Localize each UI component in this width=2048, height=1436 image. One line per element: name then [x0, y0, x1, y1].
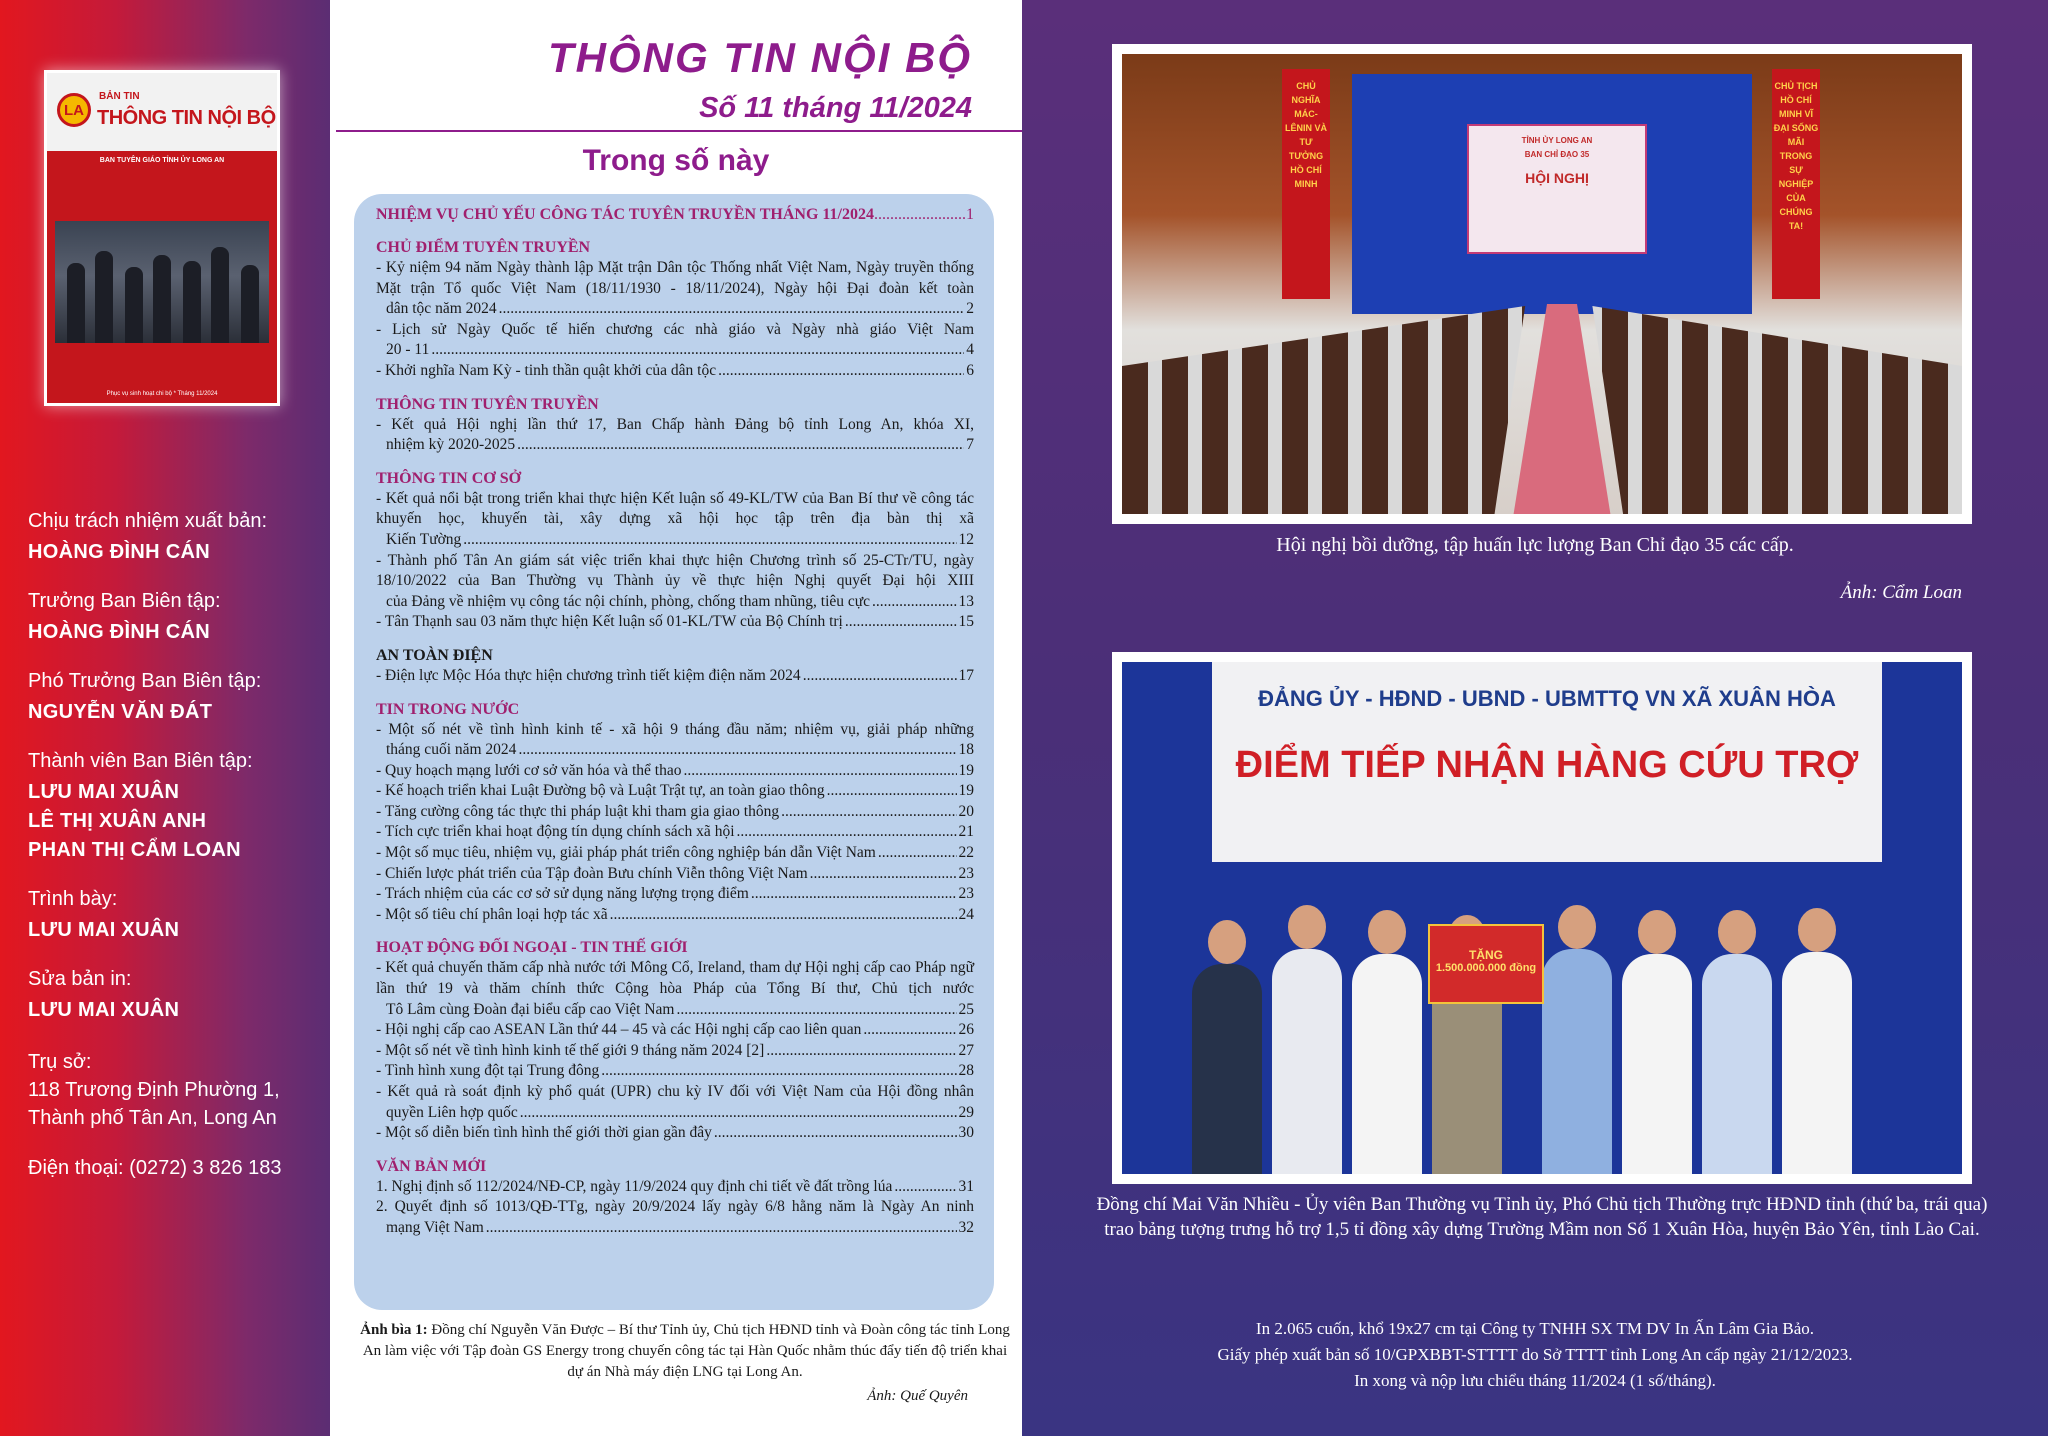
toc-page-number: 6 [966, 361, 974, 379]
staff-label: Phó Trưởng Ban Biên tập: [28, 670, 262, 692]
toc-entry[interactable] [376, 802, 974, 823]
editorial-staff [28, 510, 328, 1182]
toc-entry-text: - Một số nét về tình hình kinh tế - xã hội 9 tháng đầu năm; nhiệm vụ, giải pháp những [376, 720, 974, 738]
staff-group [28, 750, 328, 862]
toc-entry[interactable] [376, 666, 974, 687]
toc-entry-text: quyền Liên hợp quốc [386, 1103, 518, 1121]
toc-entry-text: - Kết quả nổi bật trong triển khai thực hiện Kết luận số 49-KL/TW của Ban Bí thư về công tác khuyến học, khuyến tài, xây dựng xã hội học tập trên địa bàn thị xã [376, 489, 974, 528]
toc-entry-text: 2. Quyết định số 1013/QĐ-TTg, ngày 20/9/2024 lấy ngày 6/8 hằng năm là Ngày An ninh [376, 1198, 974, 1216]
toc-entry[interactable] [376, 905, 974, 926]
slogan-banner-right: CHỦ TỊCH HỒ CHÍ MINH VĨ ĐẠI SỐNG MÃI TRONG SỰ NGHIỆP CỦA CHÚNG TA! [1772, 69, 1820, 299]
toc-page-number: 2 [966, 300, 974, 318]
address-line-2: Thành phố Tân An, Long An [28, 1107, 277, 1129]
toc-entry-text: - Kết quả chuyến thăm cấp nhà nước tới Mông Cổ, Ireland, tham dự Hội nghị cấp cao Pháp ngữ lần thứ 19 và thăm chính thức Cộng hòa Pháp của Tổng Bí thư, Chủ tịch nước [376, 959, 974, 998]
toc-entry-text: tháng cuối năm 2024 [386, 741, 517, 759]
toc-page-number: 13 [958, 592, 974, 610]
staff-name: LƯU MAI XUÂN [28, 919, 180, 941]
toc-entry[interactable] [376, 258, 974, 320]
toc-section [376, 204, 974, 225]
toc-entry[interactable] [376, 415, 974, 456]
staff-label: Chịu trách nhiệm xuất bản: [28, 510, 268, 532]
toc-leader-dots [486, 1218, 957, 1239]
toc-entry[interactable] [376, 1020, 974, 1041]
toc-page-number: 24 [958, 905, 974, 923]
print-line-3: In xong và nộp lưu chiểu tháng 11/2024 (1 số/tháng). [1354, 1371, 1716, 1390]
toc-page-number: 26 [958, 1021, 974, 1039]
person-figure [1192, 964, 1262, 1174]
cover-photo-caption [360, 1320, 1010, 1383]
toc-entry[interactable] [376, 1082, 974, 1123]
toc-entry[interactable] [376, 720, 974, 761]
toc-page-number: 19 [958, 761, 974, 779]
toc-entry[interactable] [376, 320, 974, 361]
staff-group [28, 968, 328, 1022]
person-figure [1622, 954, 1692, 1174]
staff-group [28, 590, 328, 644]
toc-section-title: AN TOÀN ĐIỆN [376, 646, 493, 664]
cover-caption-text: Đồng chí Nguyễn Văn Được – Bí thư Tỉnh ủy, Chủ tịch HĐND tỉnh và Đoàn công tác tỉnh Long An làm việc với Tập đoàn GS Energy trong chuyến công tác tại Hàn Quốc nhằm thúc đẩy tiến độ triển khai dự án Nhà máy điện LNG tại Long An. [362, 1322, 1010, 1380]
staff-label: Trình bày: [28, 888, 118, 910]
toc-entry-text: - Một số tiêu chí phân loại hợp tác xã [376, 905, 608, 923]
toc-entry-text: - Hội nghị cấp cao ASEAN Lần thứ 44 – 45 và các Hội nghị cấp cao liên quan [376, 1021, 862, 1039]
toc-entry-text: 20 - 11 [386, 341, 430, 359]
toc-leader-dots [610, 905, 957, 926]
toc-entry-text: dân tộc năm 2024 [386, 300, 497, 318]
toc-leader-dots [676, 1000, 956, 1021]
conference-screen [1467, 124, 1647, 254]
toc-entry-text: - Kế hoạch triển khai Luật Đường bộ và Luật Trật tự, an toàn giao thông [376, 782, 825, 800]
toc-leader-dots [781, 802, 956, 823]
cover-photo [55, 221, 269, 343]
staff-name: LƯU MAI XUÂN [28, 781, 180, 803]
publication-title: THÔNG TIN NỘI BỘ [548, 34, 972, 81]
toc-entry[interactable] [376, 761, 974, 782]
board-title: TẶNG [1469, 948, 1503, 962]
staff-label: Thành viên Ban Biên tập: [28, 750, 253, 772]
contents-column [330, 0, 1022, 1436]
staff-group [28, 510, 328, 564]
toc-leader-dots [520, 1103, 957, 1124]
toc-entry[interactable] [376, 884, 974, 905]
toc-page-number: 17 [958, 666, 974, 684]
toc-entry-text: - Tình hình xung đột tại Trung đông [376, 1062, 600, 1080]
toc-leader-dots [827, 781, 957, 802]
staff-group [28, 888, 328, 942]
toc-leader-dots [601, 1061, 956, 1082]
toc-section-title: CHỦ ĐIỂM TUYÊN TRUYỀN [376, 239, 591, 256]
toc-entry[interactable] [376, 958, 974, 1020]
staff-label: Sửa bản in: [28, 968, 132, 990]
toc-page-number: 1 [966, 206, 974, 223]
staff-name: HOÀNG ĐÌNH CÁN [28, 621, 210, 643]
cover-photo-credit: Ảnh: Quế Quyên [867, 1388, 968, 1404]
toc-page-number: 31 [958, 1177, 974, 1195]
left-column [0, 0, 330, 1436]
staff-name: NGUYỄN VĂN ĐÁT [28, 701, 213, 723]
toc-page-number: 25 [958, 1000, 974, 1018]
toc-section-title: NHIỆM VỤ CHỦ YẾU CÔNG TÁC TUYÊN TRUYỀN THÁNG 11/2024 ..... 1 [376, 204, 974, 225]
screen-line-2: BAN CHỈ ĐẠO 35 [1524, 150, 1590, 159]
toc-leader-dots [803, 666, 957, 687]
toc-page-number: 27 [958, 1041, 974, 1059]
toc-page-number: 23 [958, 885, 974, 903]
toc-entry-text: Kiến Tường [386, 530, 462, 548]
toc-leader-dots [810, 864, 957, 885]
conference-photo [1112, 44, 1972, 524]
toc-page-number: 12 [958, 530, 974, 548]
toc-page-number: 23 [958, 864, 974, 882]
toc-leader-dots [845, 612, 957, 633]
toc-page-number: 18 [958, 741, 974, 759]
person-figure [1702, 954, 1772, 1174]
toc-section [376, 699, 974, 926]
board-amount: 1.500.000.000 đồng [1435, 962, 1537, 974]
toc-leader-dots [499, 299, 965, 320]
toc-page-number: 15 [958, 613, 974, 631]
toc-entry-text: - Quy hoạch mạng lưới cơ sở văn hóa và thể thao [376, 761, 682, 779]
toc-leader-dots [714, 1123, 957, 1144]
staff-name: LƯU MAI XUÂN [28, 999, 180, 1021]
photo1-credit: Ảnh: Cẩm Loan [1840, 582, 1962, 603]
cover-title: THÔNG TIN NỘI BỘ [97, 107, 276, 129]
screen-line-3: HỘI NGHỊ [1525, 170, 1589, 186]
toc-section-title: THÔNG TIN TUYÊN TRUYỀN [376, 395, 599, 413]
toc-page-number: 30 [958, 1124, 974, 1142]
toc-entry[interactable] [376, 361, 974, 382]
toc-page-number: 22 [958, 844, 974, 862]
staff-label: Trưởng Ban Biên tập: [28, 590, 221, 612]
toc-entry[interactable] [376, 781, 974, 802]
toc-entry-text: - Kết quả Hội nghị lần thứ 17, Ban Chấp hành Đảng bộ tỉnh Long An, khóa XI, [376, 415, 974, 433]
toc-entry[interactable] [376, 843, 974, 864]
phone-number: Điện thoại: (0272) 3 826 183 [28, 1157, 282, 1179]
toc-leader-dots [517, 435, 964, 456]
toc-leader-dots [518, 740, 956, 761]
toc-page-number: 7 [966, 436, 974, 454]
toc-entry-text: mạng Việt Nam [386, 1218, 484, 1236]
slogan-banner-left: CHỦ NGHĨA MÁC-LÊNIN VÀ TƯ TƯỞNG HỒ CHÍ MINH [1282, 69, 1330, 299]
toc-entry-text: - Một số mục tiêu, nhiệm vụ, giải pháp phát triển công nghiệp bán dẫn Việt Nam [376, 844, 876, 862]
toc-section [376, 1156, 974, 1239]
toc-entry-text: - Trách nhiệm của các cơ sở sử dụng năng lượng trọng điểm [376, 885, 749, 903]
toc-leader-dots [894, 1177, 956, 1198]
toc-section-title: VĂN BẢN MỚI [376, 1157, 487, 1175]
address-label: Trụ sở: [28, 1051, 92, 1073]
toc-page-number: 21 [958, 823, 974, 841]
toc-leader-dots [463, 530, 956, 551]
person-figure [1272, 949, 1342, 1174]
toc-entry[interactable] [376, 612, 974, 633]
toc-section [376, 394, 974, 456]
toc-leader-dots [683, 761, 956, 782]
toc-entry-text: Tô Lâm cùng Đoàn đại biểu cấp cao Việt Nam [386, 1000, 675, 1018]
toc-leader-dots [737, 822, 957, 843]
sign-line-2: ĐIỂM TIẾP NHẬN HÀNG CỨU TRỢ [1235, 744, 1859, 786]
toc-entry-text: - Điện lực Mộc Hóa thực hiện chương trình tiết kiệm điện năm 2024 [376, 666, 801, 684]
staff-name: LÊ THỊ XUÂN ANH [28, 810, 207, 832]
cover-header [47, 73, 277, 151]
toc-entry-text: - Tân Thạnh sau 03 năm thực hiện Kết luận số 01-KL/TW của Bộ Chính trị [376, 613, 843, 631]
toc-leader-dots [431, 340, 964, 361]
cover-footer: Phục vụ sinh hoạt chi bộ * Tháng 11/2024 [106, 391, 218, 397]
issue-number: Số 11 tháng 11/2024 [699, 92, 972, 124]
relief-handover-photo [1112, 652, 1972, 1184]
photos-column [1022, 0, 2048, 1436]
staff-group [28, 670, 328, 724]
person-figure [1542, 949, 1612, 1174]
person-figure [1782, 952, 1852, 1174]
toc-leader-dots [872, 592, 956, 613]
relief-sign [1212, 662, 1882, 862]
cover-subtitle: BAN TUYÊN GIÁO TỈNH ỦY LONG AN [99, 157, 225, 164]
toc-entry[interactable] [376, 1197, 974, 1238]
toc-leader-dots [766, 1041, 956, 1062]
toc-section [376, 237, 974, 382]
toc-leader-dots [718, 361, 964, 382]
toc-section [376, 468, 974, 633]
person-figure [1352, 954, 1422, 1174]
toc-entry-text: - Tích cực triển khai hoạt động tín dụng chính sách xã hội [376, 823, 735, 841]
toc-page-number: 29 [958, 1103, 974, 1121]
toc-entry-text: - Thành phố Tân An giám sát việc triển khai thực hiện Chương trình số 25-CTr/TU, ngày 18/10/2022 của Ban Thường vụ Thành ủy về thực hiện Nghị quyết Đại hội XIII [376, 551, 974, 590]
toc-page-number: 20 [958, 802, 974, 820]
toc-entry-text: - Kỷ niệm 94 năm Ngày thành lập Mặt trận Dân tộc Thống nhất Việt Nam, Ngày truyền thống Mặt trận Tổ quốc Việt Nam (18/11/1930 - 18/11/2024), Ngày hội Đại đoàn kết toàn [376, 259, 974, 297]
toc-page-number: 19 [958, 782, 974, 800]
toc-entry[interactable] [376, 1177, 974, 1198]
title-divider [336, 130, 1024, 132]
toc-entry-text: - Lịch sử Ngày Quốc tế hiến chương các nhà giáo và Ngày nhà giáo Việt Nam [376, 320, 974, 338]
toc-entry-text: của Đảng về nhiệm vụ công tác nội chính, phòng, chống tham nhũng, tiêu cực [386, 592, 871, 610]
toc-entry[interactable] [376, 551, 974, 613]
toc-entry-text: - Khởi nghĩa Nam Kỳ - tinh thần quật khởi của dân tộc [376, 361, 717, 379]
toc-entry-text: - Một số diễn biến tình hình thế giới thời gian gần đây [376, 1124, 712, 1142]
toc-section [376, 645, 974, 687]
toc-entry[interactable] [376, 864, 974, 885]
toc-page-number: 4 [966, 341, 974, 359]
toc-entry[interactable] [376, 1123, 974, 1144]
address-line-1: 118 Trương Định Phường 1, [28, 1079, 280, 1101]
toc-section-title: THÔNG TIN CƠ SỞ [376, 469, 522, 487]
toc-entry-text: - Một số nét về tình hình kinh tế thế giới 9 tháng năm 2024 [2] [376, 1041, 765, 1059]
staff-name: HOÀNG ĐÌNH CÁN [28, 541, 210, 563]
address-block [28, 1048, 328, 1182]
cover-thumbnail [44, 70, 280, 406]
toc-section [376, 937, 974, 1143]
toc-entry[interactable] [376, 1041, 974, 1062]
toc-page-number: 28 [958, 1062, 974, 1080]
toc-entry-text: - Kết quả rà soát định kỳ phổ quát (UPR) chu kỳ IV đối với Việt Nam của Hội đồng nhân [376, 1083, 974, 1100]
donation-board [1428, 924, 1544, 1004]
toc-section-title: TIN TRONG NƯỚC [376, 700, 520, 718]
toc-leader-dots [863, 1020, 956, 1041]
toc-entry[interactable] [376, 1061, 974, 1082]
toc-leader-dots [878, 843, 957, 864]
toc-entry[interactable] [376, 489, 974, 551]
toc-heading: Trong số này [582, 144, 770, 177]
table-of-contents [354, 194, 994, 1310]
toc-entry[interactable] [376, 822, 974, 843]
toc-entry-text: - Chiến lược phát triển của Tập đoàn Bưu chính Viễn thông Việt Nam [376, 864, 808, 882]
staff-name: PHAN THỊ CẨM LOAN [28, 839, 241, 861]
toc-section-title: HOẠT ĐỘNG ĐỐI NGOẠI - TIN THẾ GIỚI [376, 939, 688, 957]
cover-small-label: BẢN TIN [99, 91, 140, 102]
toc-entry-text: - Tăng cường công tác thực thi pháp luật khi tham gia giao thông [376, 802, 780, 820]
sign-line-1: ĐẢNG ỦY - HĐND - UBND - UBMTTQ VN XÃ XUÂN HÒA [1258, 686, 1836, 711]
toc-leader-dots [751, 884, 957, 905]
cover-caption-label: Ảnh bìa 1: [360, 1322, 428, 1338]
toc-entry-text: nhiệm kỳ 2020-2025 [386, 436, 516, 454]
print-line-2: Giấy phép xuất bản số 10/GPXBBT-STTTT do Sở TTTT tỉnh Long An cấp ngày 21/12/2023. [1217, 1345, 1853, 1364]
print-line-1: In 2.065 cuốn, khổ 19x27 cm tại Công ty TNHH SX TM DV In Ấn Lâm Gia Bảo. [1255, 1319, 1815, 1338]
toc-page-number: 32 [958, 1218, 974, 1236]
print-info [1022, 1316, 2048, 1394]
photo2-caption: Đồng chí Mai Văn Nhiều - Ủy viên Ban Thường vụ Tỉnh ủy, Phó Chủ tịch Thường trực HĐND tỉnh (thứ ba, trái qua) trao bảng tượng trưng hỗ trợ 1,5 tỉ đồng xây dựng Trường Mầm non Số 1 Xuân Hòa, huyện Bảo Yên, tỉnh Lào Cai. [1096, 1194, 1988, 1240]
toc-entry-text: 1. Nghị định số 112/2024/NĐ-CP, ngày 11/9/2024 quy định chi tiết về đất trồng lúa [376, 1177, 893, 1195]
screen-line-1: TỈNH ỦY LONG AN [1521, 136, 1593, 145]
newsletter-logo-icon: LA [57, 93, 91, 127]
photo1-caption: Hội nghị bồi dưỡng, tập huấn lực lượng Ban Chỉ đạo 35 các cấp. [1276, 534, 1794, 556]
